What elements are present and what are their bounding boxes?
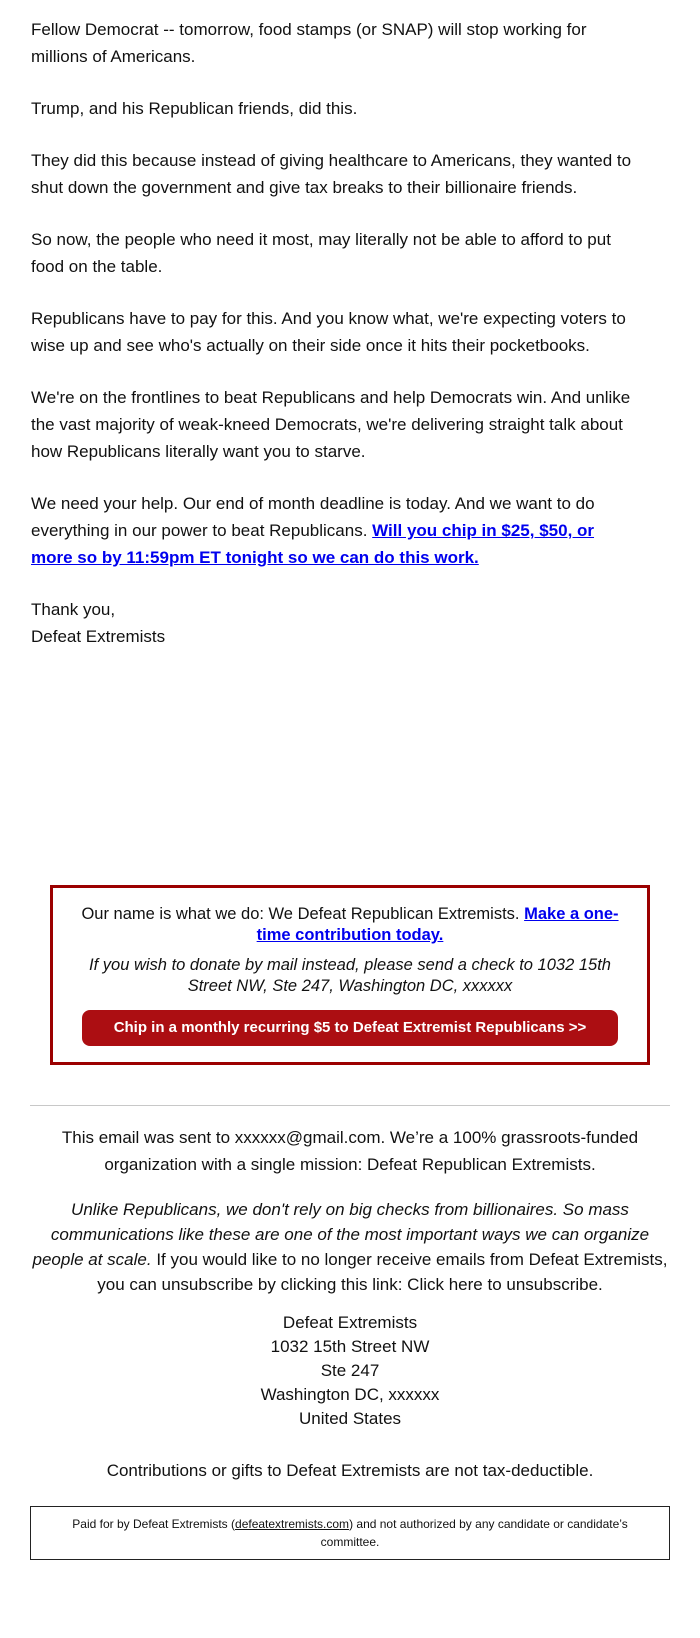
unsubscribe-note-regular: If you would like to no longer receive emails from Defeat Extremists, you can unsubscribe by clicking this link: — [97, 1250, 668, 1294]
signature-org: Defeat Extremists — [31, 627, 166, 646]
address-line-suite: Ste 247 — [320, 1361, 380, 1380]
unsubscribe-link[interactable]: Click here to unsubscribe. — [407, 1275, 603, 1294]
defeatextremists-site-link[interactable]: defeatextremists.com — [235, 1517, 350, 1531]
recurring-donation-button[interactable]: Chip in a monthly recurring $5 to Defeat Extremist Republicans >> — [82, 1010, 618, 1046]
donation-intro — [81, 904, 619, 946]
body-paragraph: Trump, and his Republican friends, did this. — [31, 99, 358, 118]
address-line-city: Washington DC, xxxxxx — [260, 1385, 440, 1404]
spacer — [0, 675, 700, 885]
disclaimer-pre: Paid for by Defeat Extremists ( — [72, 1517, 236, 1531]
email-footer — [0, 1106, 700, 1484]
unsubscribe-note-italic: Unlike Republicans, we don't rely on big checks from billionaires. So mass communications like these are one of the most important ways we can organize people at scale. — [32, 1200, 650, 1269]
mail-donation-note: If you wish to donate by mail instead, please send a check to 1032 15th Street NW, Ste 247, Washington DC, xxxxxx — [89, 956, 611, 995]
cta-paragraph-text: We need your help. Our end of month deadline is today. And we want to do everything in our power to beat Republicans. — [31, 494, 595, 540]
donation-box — [50, 885, 650, 1065]
sent-to-note: This email was sent to xxxxxx@gmail.com. We’re a 100% grassroots-funded organization with a single mission: Defeat Republican Extremists. — [61, 1128, 639, 1174]
signature-thanks: Thank you, — [31, 600, 116, 619]
cta-paragraph — [31, 490, 633, 571]
body-paragraph: Republicans have to pay for this. And you know what, we're expecting voters to wise up and see who's actually on their side once it hits their pocketbooks. — [31, 309, 626, 355]
body-paragraph: So now, the people who need it most, may literally not be able to afford to put food on the table. — [31, 230, 611, 276]
paid-for-disclaimer-box — [30, 1506, 670, 1560]
address-line-street: 1032 15th Street NW — [270, 1337, 430, 1356]
body-paragraph: We're on the frontlines to beat Republicans and help Democrats win. And unlike the vast majority of weak-kneed Democrats, we're delivering straight talk about how Republicans literally want you to starve. — [31, 388, 631, 461]
unsubscribe-note — [30, 1197, 670, 1297]
disclaimer-post: ) and not authorized by any candidate or candidate’s committee. — [320, 1517, 628, 1549]
body-paragraph: They did this because instead of giving healthcare to Americans, they wanted to shut down the government and give tax breaks to their billionaire friends. — [31, 151, 632, 197]
address-line-org: Defeat Extremists — [282, 1313, 418, 1332]
donation-intro-text: Our name is what we do: We Defeat Republican Extremists. — [81, 905, 525, 923]
tax-deductible-note: Contributions or gifts to Defeat Extremists are not tax-deductible. — [106, 1461, 594, 1480]
signature — [31, 596, 633, 650]
one-time-contribution-link[interactable]: Make a one-time contribution today. — [256, 905, 619, 944]
address-line-country: United States — [298, 1409, 402, 1428]
org-address-block — [30, 1311, 670, 1431]
chip-in-link[interactable]: Will you chip in $25, $50, or more so by 11:59pm ET tonight so we can do this work. — [31, 521, 595, 567]
body-paragraph: Fellow Democrat -- tomorrow, food stamps (or SNAP) will stop working for millions of Americans. — [31, 20, 587, 66]
email-body — [0, 0, 700, 650]
